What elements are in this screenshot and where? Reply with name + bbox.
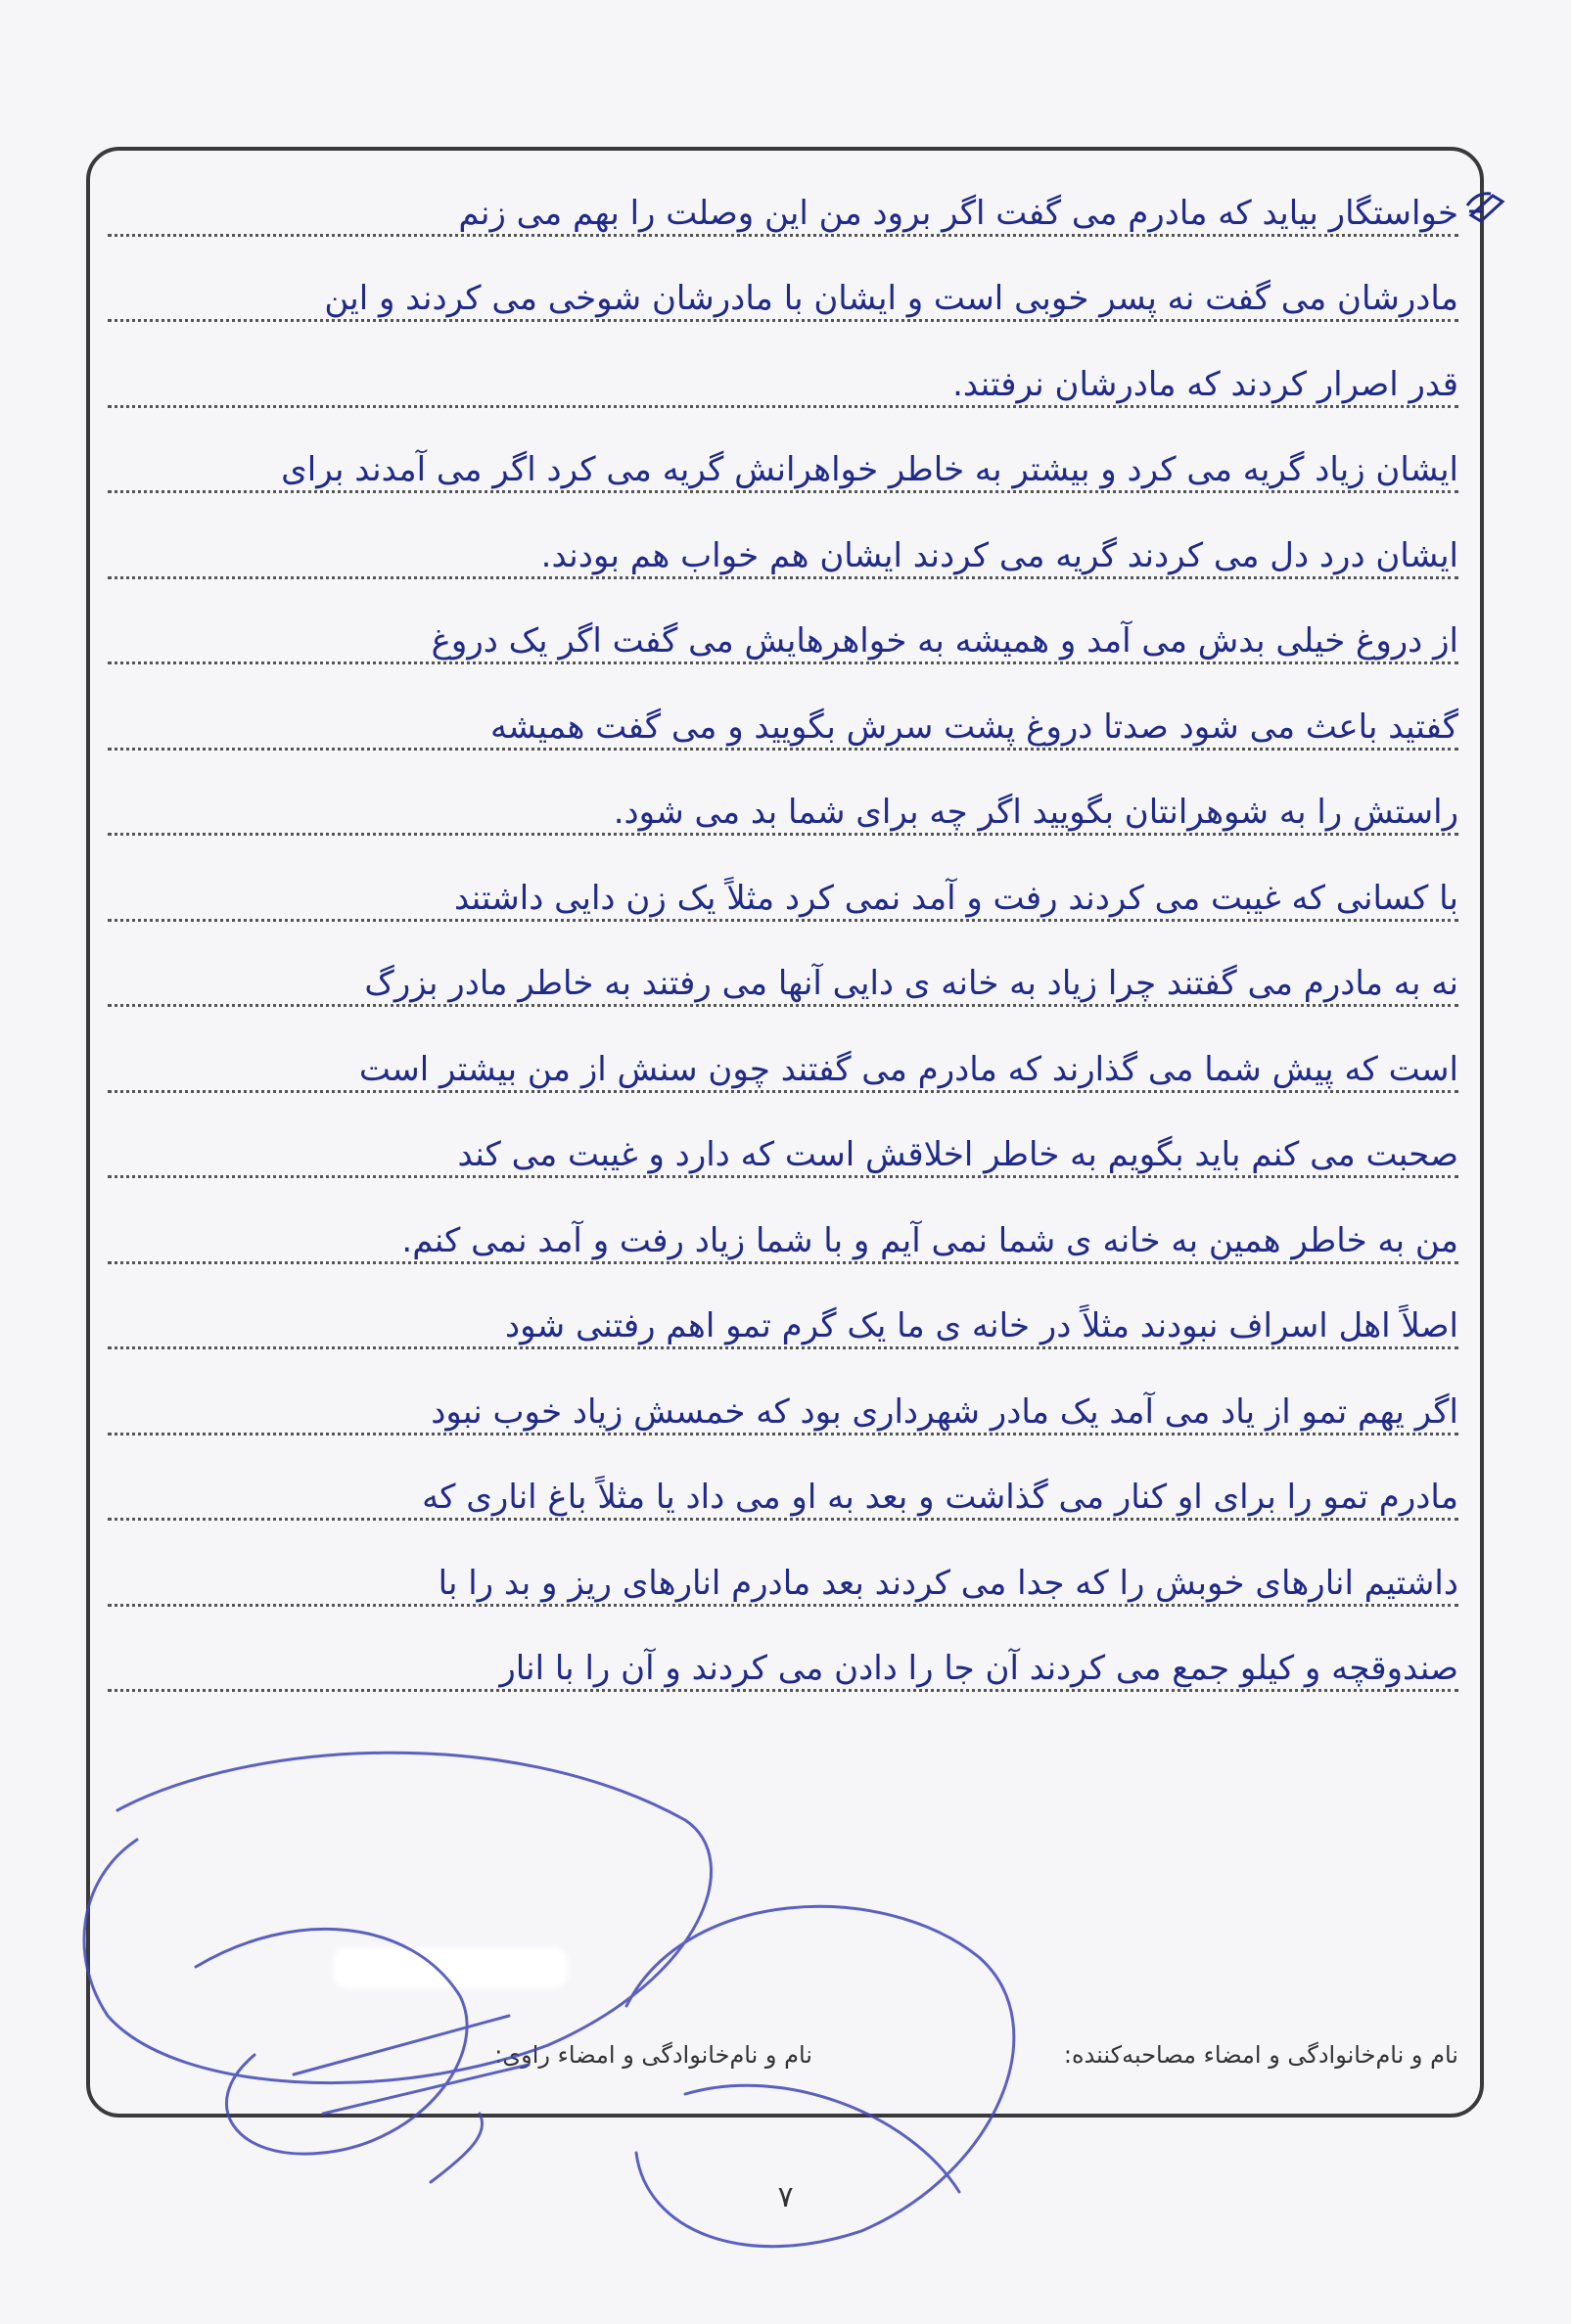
text-line	[108, 1363, 1458, 1449]
text-line	[108, 251, 1458, 337]
text-line-content: مادرم تمو را برای او کنار می گذاشت و بعد به او می داد یا مثلاً باغ اناری که	[422, 1478, 1458, 1517]
text-line	[108, 764, 1458, 850]
text-line	[108, 422, 1458, 508]
text-line	[108, 593, 1458, 679]
text-line-content: من به خاطر همین به خانه ی شما نمی آیم و با شما زیاد رفت و آمد نمی کنم.	[401, 1220, 1458, 1260]
text-line	[108, 1278, 1458, 1364]
text-line-content: راستش را به شوهرانتان بگویید اگر چه برای شما بد می شود.	[613, 793, 1458, 832]
text-line-content: است که پیش شما می گذارند که مادرم می گفتند چون سنش از من بیشتر است	[358, 1049, 1458, 1089]
text-line-content: اصلاً اهل اسراف نبودند مثلاً در خانه ی ما یک گرم تمو اهم رفتنی شود	[504, 1306, 1458, 1345]
text-line	[108, 849, 1458, 935]
text-line-content: گفتید باعث می شود صدتا دروغ پشت سرش بگویید و می گفت همیشه	[490, 706, 1458, 747]
text-line	[108, 678, 1458, 764]
text-line-content: نه به مادرم می گفتند چرا زیاد به خانه ی دایی آنها می رفتند به خاطر مادر بزرگ	[364, 964, 1458, 1003]
narrator-signature-label: نام و نام‌خانوادگی و امضاء راوی:	[494, 2041, 812, 2069]
text-line-content: از دروغ خیلی بدش می آمد و همیشه به خواهرهایش می گفت اگر یک دروغ	[431, 621, 1458, 661]
text-line	[108, 1192, 1458, 1278]
text-line	[108, 164, 1458, 251]
text-line-content: داشتیم انارهای خوبش را که جدا می کردند بعد مادرم انارهای ریز و بد را با	[438, 1563, 1458, 1603]
text-line	[108, 1107, 1458, 1193]
text-line-content: ایشان زیاد گریه می کرد و بیشتر به خاطر خواهرانش گریه می کرد اگر می آمدند برای	[281, 450, 1458, 489]
redaction-blur	[333, 1947, 568, 1988]
text-line	[108, 1620, 1458, 1707]
text-line	[108, 1449, 1458, 1535]
handwritten-text-body	[108, 164, 1458, 1706]
text-line-content: ایشان درد دل می کردند گریه می کردند ایشان هم خواب هم بودند.	[540, 535, 1458, 575]
text-line-content: اگر یهم تمو از یاد می آمد یک مادر شهرداری بود که خمسش زیاد خوب نبود	[431, 1391, 1458, 1432]
text-line	[108, 1021, 1458, 1107]
text-line	[108, 336, 1458, 422]
text-line-content: صحبت می کنم باید بگویم به خاطر اخلاقش است که دارد و غیبت می کند	[457, 1135, 1458, 1174]
text-line	[108, 1534, 1458, 1620]
text-line	[108, 935, 1458, 1022]
text-line-content: صندوقچه و کیلو جمع می کردند آن جا را دادن می کردند و آن را با انار	[499, 1649, 1458, 1688]
text-line-content: خواستگار بیاید که مادرم می گفت اگر برود من این وصلت را بهم می زنم	[458, 193, 1458, 233]
interviewer-signature-label: نام و نام‌خانوادگی و امضاء مصاحبه‌کننده:	[1063, 2041, 1458, 2069]
text-line-content: قدر اصرار کردند که مادرشان نرفتند.	[952, 364, 1458, 404]
text-line-content: مادرشان می گفت نه پسر خوبی است و ایشان با مادرشان شوخی می کردند و این	[324, 279, 1458, 318]
pen-icon	[1463, 186, 1512, 225]
page-number: ۷	[777, 2180, 794, 2214]
text-line	[108, 507, 1458, 593]
text-line-content: با کسانی که غیبت می کردند رفت و آمد نمی کرد مثلاً یک زن دایی داشتند	[453, 878, 1458, 918]
